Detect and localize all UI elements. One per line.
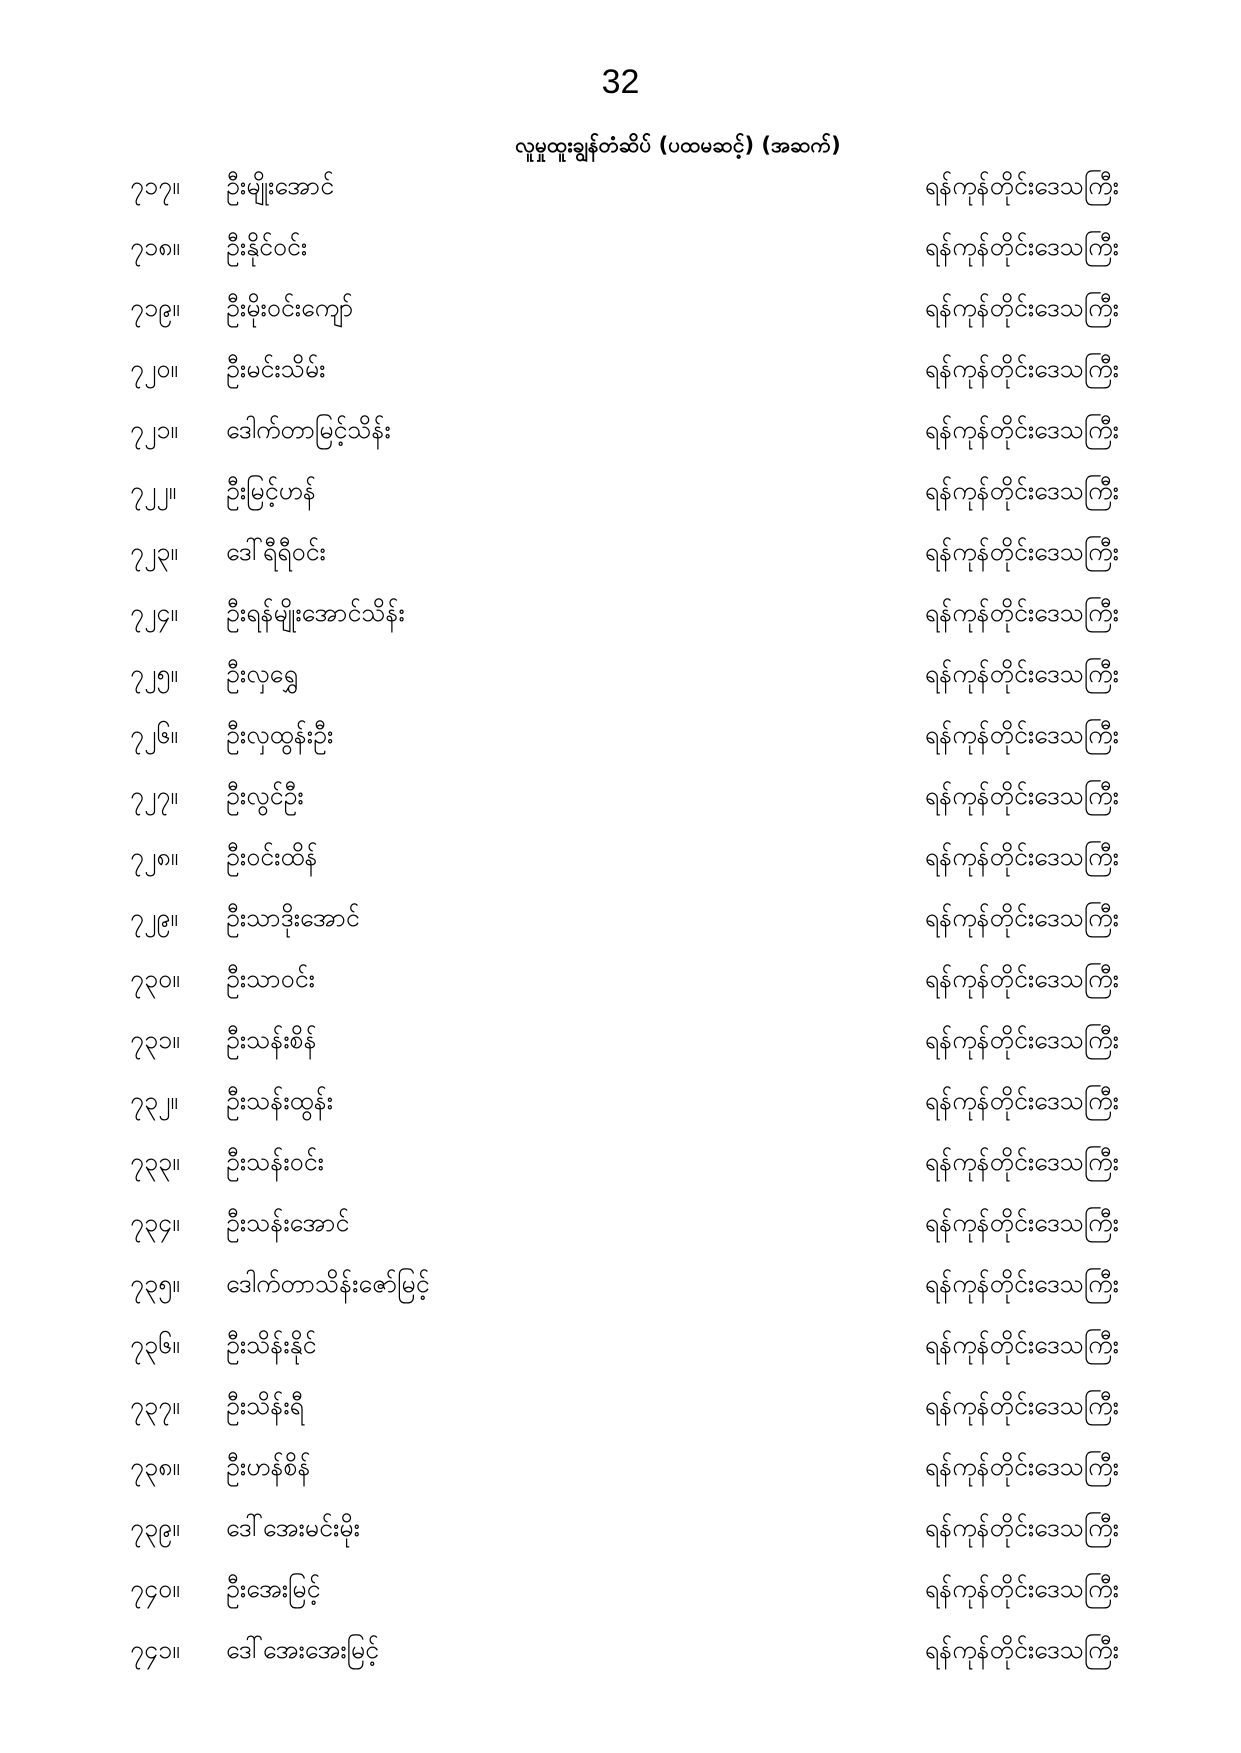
recipient-region: ရန်ကုန်တိုင်းဒေသကြီး <box>924 476 1119 505</box>
entry-number: ၇၃၃။ <box>130 1147 180 1176</box>
recipient-region: ရန်ကုန်တိုင်းဒေသကြီး <box>924 598 1119 627</box>
entry-number: ၇၃၉။ <box>130 1513 180 1542</box>
recipient-region: ရန်ကုန်တိုင်းဒေသကြီး <box>924 1452 1119 1481</box>
entry-number: ၇၂၁။ <box>130 415 178 444</box>
recipient-name: ဦးရန်မျိုးအောင်သိန်း <box>226 598 405 627</box>
recipient-region: ရန်ကုန်တိုင်းဒေသကြီး <box>924 842 1119 871</box>
recipient-name: ဒေါက်တာသိန်းဇော်မြင့် <box>226 1269 430 1298</box>
recipient-name: ဦးသိန်းရီ <box>226 1391 305 1420</box>
entry-number: ၇၃၄။ <box>130 1208 180 1237</box>
recipient-region: ရန်ကုန်တိုင်းဒေသကြီး <box>924 1513 1119 1542</box>
recipient-name: ဦးအေးမြင့် <box>226 1574 321 1603</box>
recipient-name: ဦးမြင့်ဟန် <box>226 476 316 505</box>
entry-number: ၇၂၇။ <box>130 781 178 810</box>
recipient-name: ဒေါ်အေးအေးမြင့် <box>226 1635 380 1664</box>
entry-number: ၇၃၇။ <box>130 1391 180 1420</box>
recipient-region: ရန်ကုန်တိုင်းဒေသကြီး <box>924 1574 1119 1603</box>
page-heading: လူမှုထူးချွန်တံဆိပ် (ပထမဆင့်) (အဆက်) <box>515 133 841 157</box>
list-item <box>0 717 1241 778</box>
list-item <box>0 534 1241 595</box>
recipient-name: ဦးသန်းထွန်း <box>226 1086 334 1115</box>
award-recipient-list <box>0 168 1241 1693</box>
list-item <box>0 1266 1241 1327</box>
recipient-region: ရန်ကုန်တိုင်းဒေသကြီး <box>924 903 1119 932</box>
recipient-region: ရန်ကုန်တိုင်းဒေသကြီး <box>924 293 1119 322</box>
recipient-name: ဦးသာဒိုးအောင် <box>226 903 360 932</box>
recipient-name: ဦးနိုင်ဝင်း <box>226 232 308 261</box>
entry-number: ၇၁၇။ <box>130 171 180 200</box>
list-item <box>0 351 1241 412</box>
list-item <box>0 1571 1241 1632</box>
entry-number: ၇၄၀။ <box>130 1574 180 1603</box>
recipient-region: ရန်ကုန်တိုင်းဒေသကြီး <box>924 232 1119 261</box>
recipient-name: ဦးမင်းသိမ်း <box>226 354 326 383</box>
recipient-name: ဦးဝင်းထိန် <box>226 842 318 871</box>
recipient-region: ရန်ကုန်တိုင်းဒေသကြီး <box>924 1269 1119 1298</box>
list-item <box>0 168 1241 229</box>
list-item <box>0 1205 1241 1266</box>
recipient-name: ဒေါ်ရီရီဝင်း <box>226 537 326 566</box>
recipient-name: ဦးသန်းစိန် <box>226 1025 317 1054</box>
list-item <box>0 1144 1241 1205</box>
list-item <box>0 473 1241 534</box>
entry-number: ၇၁၈။ <box>130 232 180 261</box>
recipient-region: ရန်ကုန်တိုင်းဒေသကြီး <box>924 1330 1119 1359</box>
recipient-name: ဦးသိန်းနိုင် <box>226 1330 317 1359</box>
recipient-region: ရန်ကုန်တိုင်းဒေသကြီး <box>924 1208 1119 1237</box>
list-item <box>0 656 1241 717</box>
recipient-region: ရန်ကုန်တိုင်းဒေသကြီး <box>924 415 1119 444</box>
list-item <box>0 839 1241 900</box>
list-item <box>0 900 1241 961</box>
entry-number: ၇၃၈။ <box>130 1452 180 1481</box>
recipient-name: ဦးမိုးဝင်းကျော် <box>226 293 354 322</box>
list-item <box>0 1632 1241 1693</box>
recipient-name: ဦးလှထွန်းဦး <box>226 720 334 749</box>
recipient-region: ရန်ကုန်တိုင်းဒေသကြီး <box>924 1147 1119 1176</box>
list-item <box>0 1510 1241 1571</box>
recipient-region: ရန်ကုန်တိုင်းဒေသကြီး <box>924 720 1119 749</box>
recipient-name: ဦးလွင်ဦး <box>226 781 304 810</box>
list-item <box>0 961 1241 1022</box>
list-item <box>0 1022 1241 1083</box>
list-item <box>0 1327 1241 1388</box>
recipient-region: ရန်ကုန်တိုင်းဒေသကြီး <box>924 1025 1119 1054</box>
list-item <box>0 290 1241 351</box>
entry-number: ၇၂၂။ <box>130 476 177 505</box>
list-item <box>0 412 1241 473</box>
entry-number: ၇၂၈။ <box>130 842 179 871</box>
recipient-name: ဦးလှရွှေ <box>226 659 299 688</box>
recipient-region: ရန်ကုန်တိုင်းဒေသကြီး <box>924 171 1119 200</box>
entry-number: ၇၄၁။ <box>130 1635 180 1664</box>
entry-number: ၇၂၄။ <box>130 598 178 627</box>
recipient-name: ဦးသာဝင်း <box>226 964 315 993</box>
list-item <box>0 595 1241 656</box>
recipient-region: ရန်ကုန်တိုင်းဒေသကြီး <box>924 659 1119 688</box>
entry-number: ၇၂၀။ <box>130 354 178 383</box>
entry-number: ၇၃၂။ <box>130 1086 178 1115</box>
entry-number: ၇၃၅။ <box>130 1269 180 1298</box>
entry-number: ၇၁၉။ <box>130 293 180 322</box>
recipient-region: ရန်ကုန်တိုင်းဒေသကြီး <box>924 964 1119 993</box>
entry-number: ၇၃၀။ <box>130 964 180 993</box>
recipient-name: ဒေါ်အေးမင်းမိုး <box>226 1513 360 1542</box>
list-item <box>0 229 1241 290</box>
recipient-region: ရန်ကုန်တိုင်းဒေသကြီး <box>924 781 1119 810</box>
entry-number: ၇၃၁။ <box>130 1025 180 1054</box>
list-item <box>0 1388 1241 1449</box>
recipient-name: ဒေါက်တာမြင့်သိန်း <box>226 415 391 444</box>
page-number: 32 <box>601 63 640 101</box>
entry-number: ၇၂၆။ <box>130 720 178 749</box>
recipient-region: ရန်ကုန်တိုင်းဒေသကြီး <box>924 537 1119 566</box>
entry-number: ၇၃၆။ <box>130 1330 180 1359</box>
recipient-name: ဦးဟန်စိန် <box>226 1452 311 1481</box>
recipient-region: ရန်ကုန်တိုင်းဒေသကြီး <box>924 354 1119 383</box>
recipient-region: ရန်ကုန်တိုင်းဒေသကြီး <box>924 1635 1119 1664</box>
recipient-region: ရန်ကုန်တိုင်းဒေသကြီး <box>924 1086 1119 1115</box>
entry-number: ၇၂၅။ <box>130 659 178 688</box>
list-item <box>0 1449 1241 1510</box>
list-item <box>0 778 1241 839</box>
recipient-name: ဦးသန်းအောင် <box>226 1208 350 1237</box>
list-item <box>0 1083 1241 1144</box>
entry-number: ၇၂၉။ <box>130 903 178 932</box>
entry-number: ၇၂၃။ <box>130 537 178 566</box>
recipient-region: ရန်ကုန်တိုင်းဒေသကြီး <box>924 1391 1119 1420</box>
recipient-name: ဦးမျိုးအောင် <box>226 171 335 200</box>
recipient-name: ဦးသန်းဝင်း <box>226 1147 324 1176</box>
